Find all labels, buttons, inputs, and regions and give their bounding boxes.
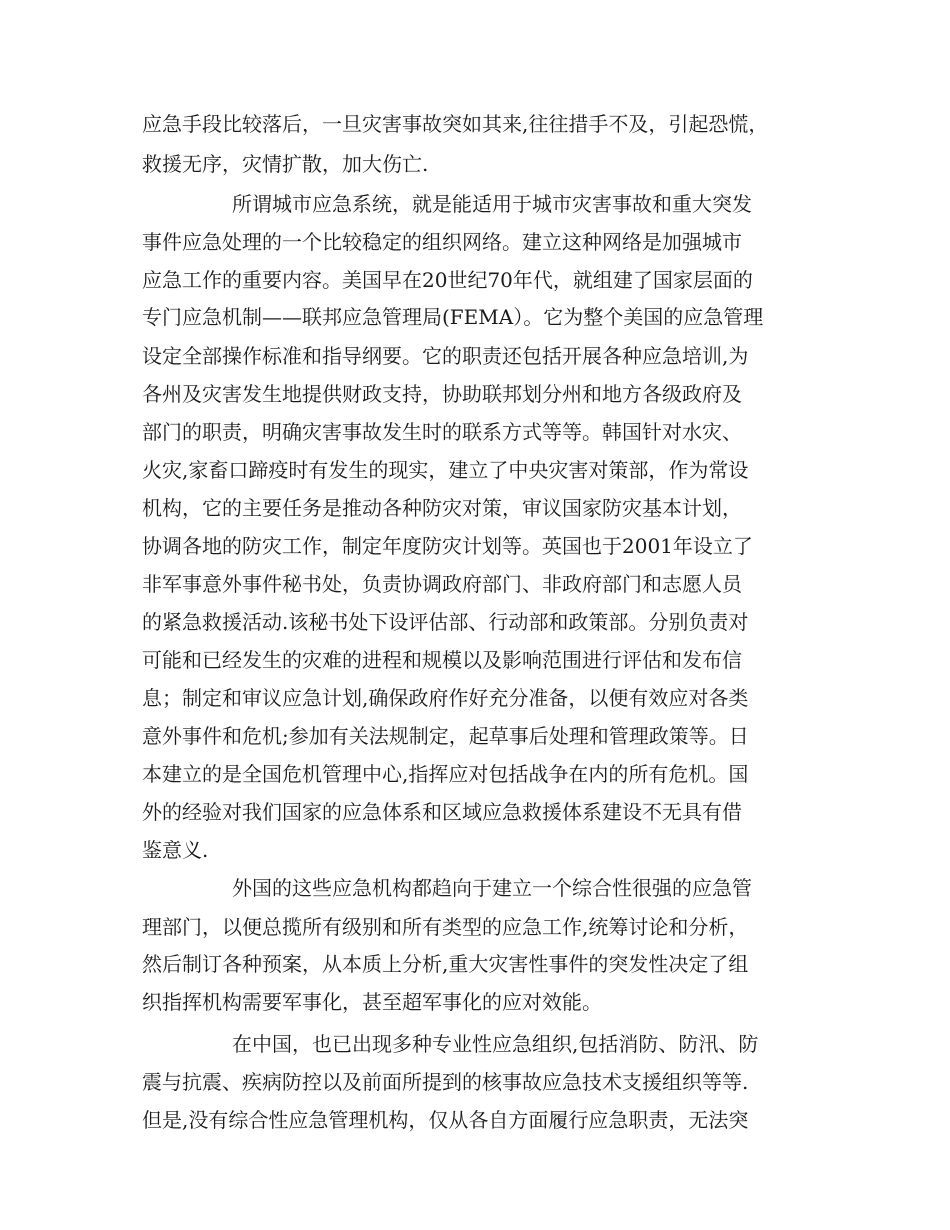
text-line: 部门的职责，明确灾害事故发生时的联系方式等等。韩国针对水灾、	[142, 420, 742, 444]
text-line: 鉴意义.	[142, 838, 209, 862]
text-line: 然后制订各种预案，从本质上分析,重大灾害性事件的突发性决定了组	[142, 952, 749, 976]
text-line: 本建立的是全国危机管理中心,指挥应对包括战争在内的所有危机。国	[142, 762, 749, 786]
text-line: 理部门，以便总揽所有级别和所有类型的应急工作,统筹讨论和分析，	[142, 915, 749, 939]
text-line: 外的经验对我们国家的应急体系和区域应急救援体系建设不无具有借	[142, 800, 742, 824]
text-line: 专门应急机制——联邦应急管理局(FEMA）。它为整个美国的应急管理	[142, 305, 764, 329]
text-line: 可能和已经发生的灾难的进程和规模以及影响范围进行评估和发布信	[142, 648, 742, 672]
text-line: 应急手段比较落后，一旦灾害事故突如其来,往往措手不及，引起恐慌，	[142, 112, 769, 136]
text-line: 事件应急处理的一个比较稳定的组织网络。建立这种网络是加强城市	[142, 230, 742, 254]
text-line: 但是,没有综合性应急管理机构，仅从各自方面履行应急职责，无法突	[142, 1108, 749, 1132]
text-line: 应急工作的重要内容。美国早在20世纪70年代，就组建了国家层面的	[142, 268, 753, 292]
text-line: 息；制定和审议应急计划,确保政府作好充分准备，以便有效应对各类	[142, 686, 749, 710]
text-line: 各州及灾害发生地提供财政支持，协助联邦划分州和地方各级政府及	[142, 382, 742, 406]
paragraph-start-line: 在中国，也已出现多种专业性应急组织,包括消防、防汛、防	[232, 1032, 759, 1056]
text-line: 机构，它的主要任务是推动各种防灾对策，审议国家防灾基本计划，	[142, 496, 742, 520]
paragraph-start-line: 外国的这些应急机构都趋向于建立一个综合性很强的应急管	[232, 876, 752, 900]
text-line: 织指挥机构需要军事化，甚至超军事化的应对效能。	[142, 990, 602, 1014]
text-line: 火灾,家畜口蹄疫时有发生的现实，建立了中央灾害对策部，作为常设	[142, 458, 749, 482]
text-line: 设定全部操作标准和指导纲要。它的职责还包括开展各种应急培训,为	[142, 344, 749, 368]
text-line: 非军事意外事件秘书处，负责协调政府部门、非政府部门和志愿人员	[142, 572, 742, 596]
text-line: 意外事件和危机;参加有关法规制定，起草事后处理和管理政策等。日	[142, 724, 749, 748]
text-line: 救援无序，灾情扩散，加大伤亡.	[142, 152, 429, 176]
text-line: 协调各地的防灾工作，制定年度防灾计划等。英国也于2001年设立了	[142, 534, 753, 558]
text-line: 震与抗震、疾病防控以及前面所提到的核事故应急技术支援组织等等.	[142, 1070, 749, 1094]
paragraph-start-line: 所谓城市应急系统，就是能适用于城市灾害事故和重大突发	[232, 192, 752, 216]
text-line: 的紧急救援活动.该秘书处下设评估部、行动部和政策部。分别负责对	[142, 610, 749, 634]
